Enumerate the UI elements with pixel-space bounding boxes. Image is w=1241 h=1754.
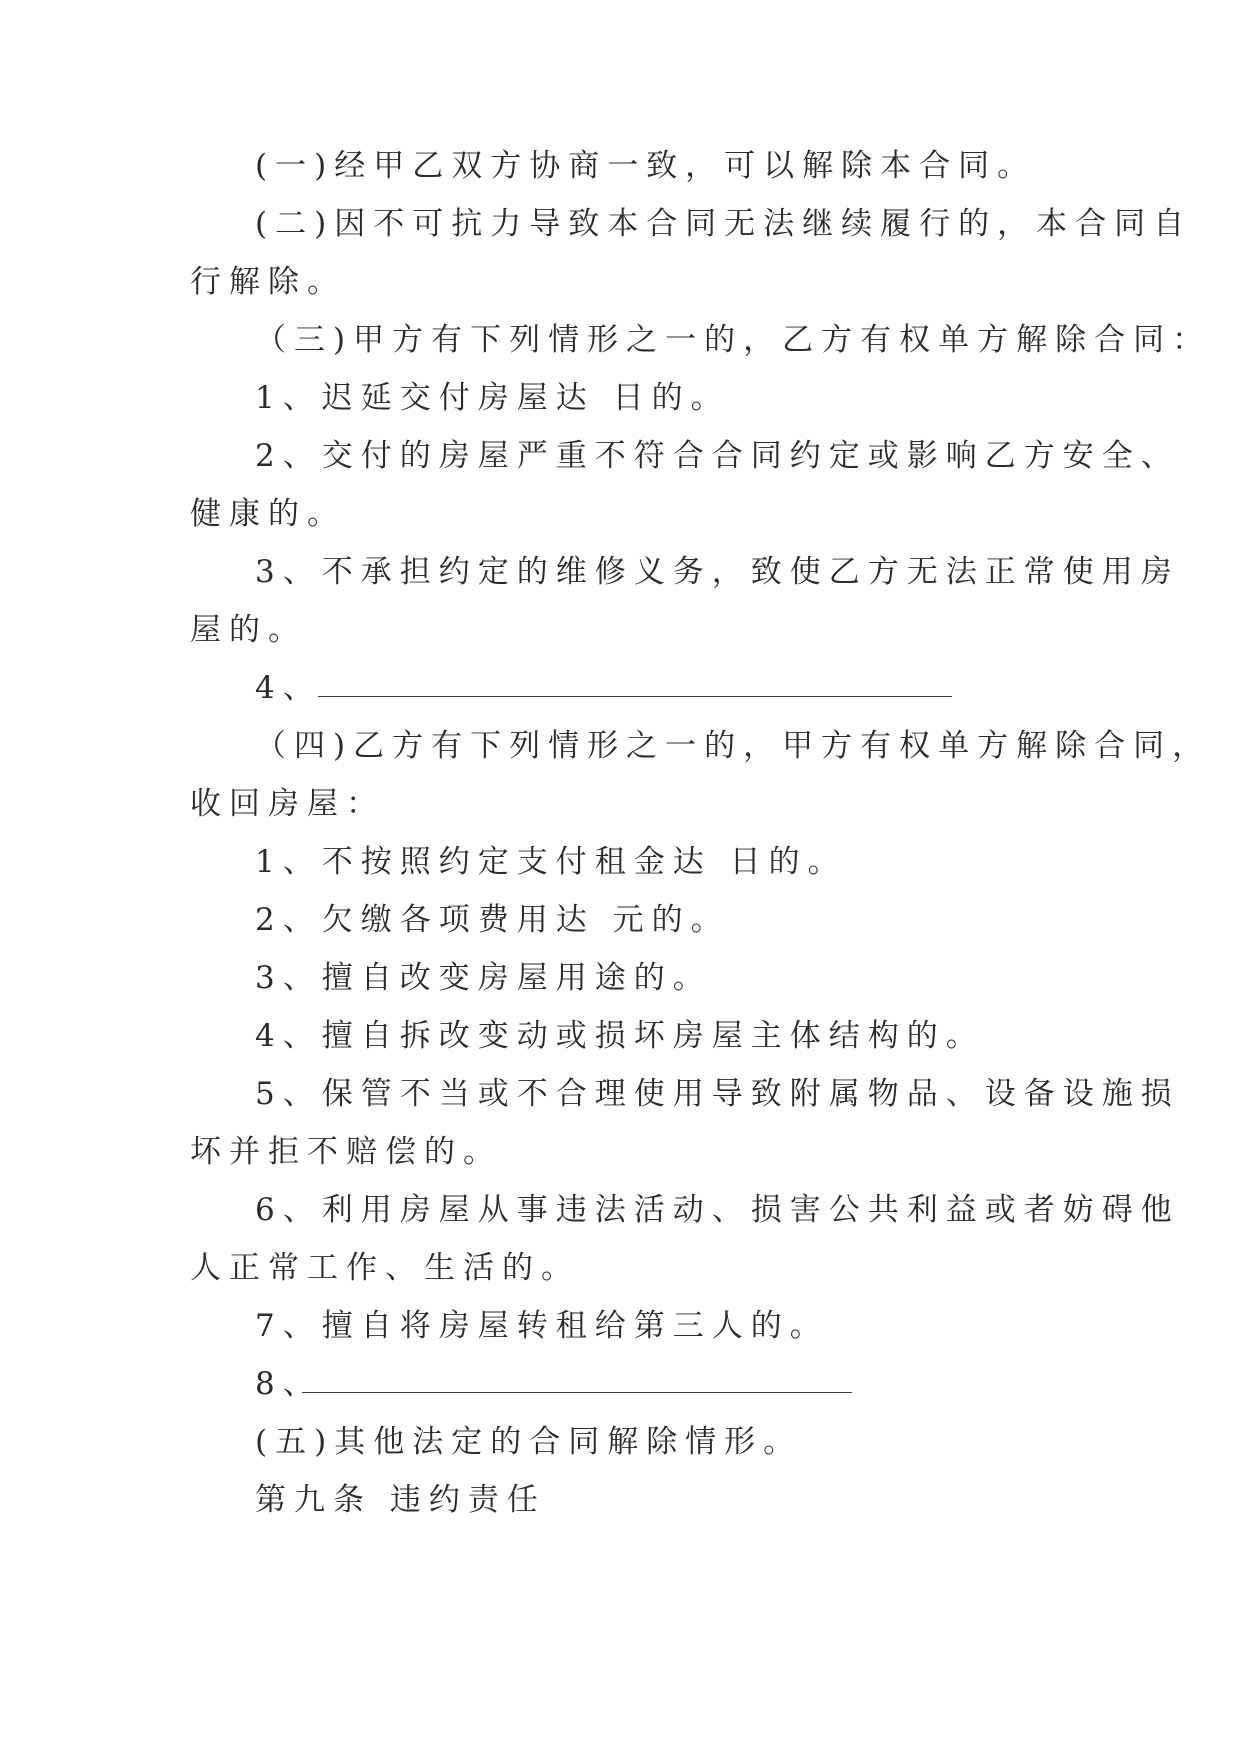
article-heading: 第九条 违约责任 [255, 1482, 546, 1518]
list-item-b4: 4、擅自拆改变动或损坏房屋主体结构的。 [255, 1018, 985, 1054]
fill-in-blank-a4 [318, 696, 952, 697]
clause-termination-3: （三)甲方有下列情形之一的，乙方有权单方解除合同： [255, 322, 1212, 358]
clause-termination-4: （四)乙方有下列情形之一的，甲方有权单方解除合同， [255, 728, 1212, 764]
clause-termination-4-continued: 收回房屋： [190, 786, 385, 822]
list-item-b7: 7、擅自将房屋转租给第三人的。 [255, 1308, 829, 1344]
list-item-b6: 6、利用房屋从事违法活动、损害公共利益或者妨碍他 [255, 1192, 1180, 1228]
list-item-b5: 5、保管不当或不合理使用导致附属物品、设备设施损 [255, 1076, 1180, 1112]
list-item-a2-continued: 健康的。 [190, 496, 346, 532]
list-item-b5-continued: 坏并拒不赔偿的。 [190, 1134, 502, 1170]
clause-termination-1: (一)经甲乙双方协商一致，可以解除本合同。 [255, 148, 1037, 184]
list-item-a4: 4、 [255, 670, 322, 706]
list-item-b2: 2、欠缴各项费用达 元的。 [255, 902, 730, 938]
list-item-a3: 3、不承担约定的维修义务，致使乙方无法正常使用房 [255, 554, 1180, 590]
list-item-a3-continued: 屋的。 [190, 612, 307, 648]
list-item-a2: 2、交付的房屋严重不符合合同约定或影响乙方安全、 [255, 438, 1180, 474]
list-item-b6-continued: 人正常工作、生活的。 [190, 1250, 580, 1286]
fill-in-blank-b8 [302, 1392, 852, 1393]
list-item-a1: 1、迟延交付房屋达 日的。 [255, 380, 730, 416]
clause-termination-2-continued: 行解除。 [190, 264, 346, 300]
list-item-b3: 3、擅自改变房屋用途的。 [255, 960, 712, 996]
clause-termination-5: (五)其他法定的合同解除情形。 [255, 1424, 803, 1460]
list-item-b1: 1、不按照约定支付租金达 日的。 [255, 844, 847, 880]
clause-termination-2: (二)因不可抗力导致本合同无法继续履行的，本合同自 [255, 206, 1193, 242]
list-item-b8: 8、 [255, 1366, 322, 1402]
